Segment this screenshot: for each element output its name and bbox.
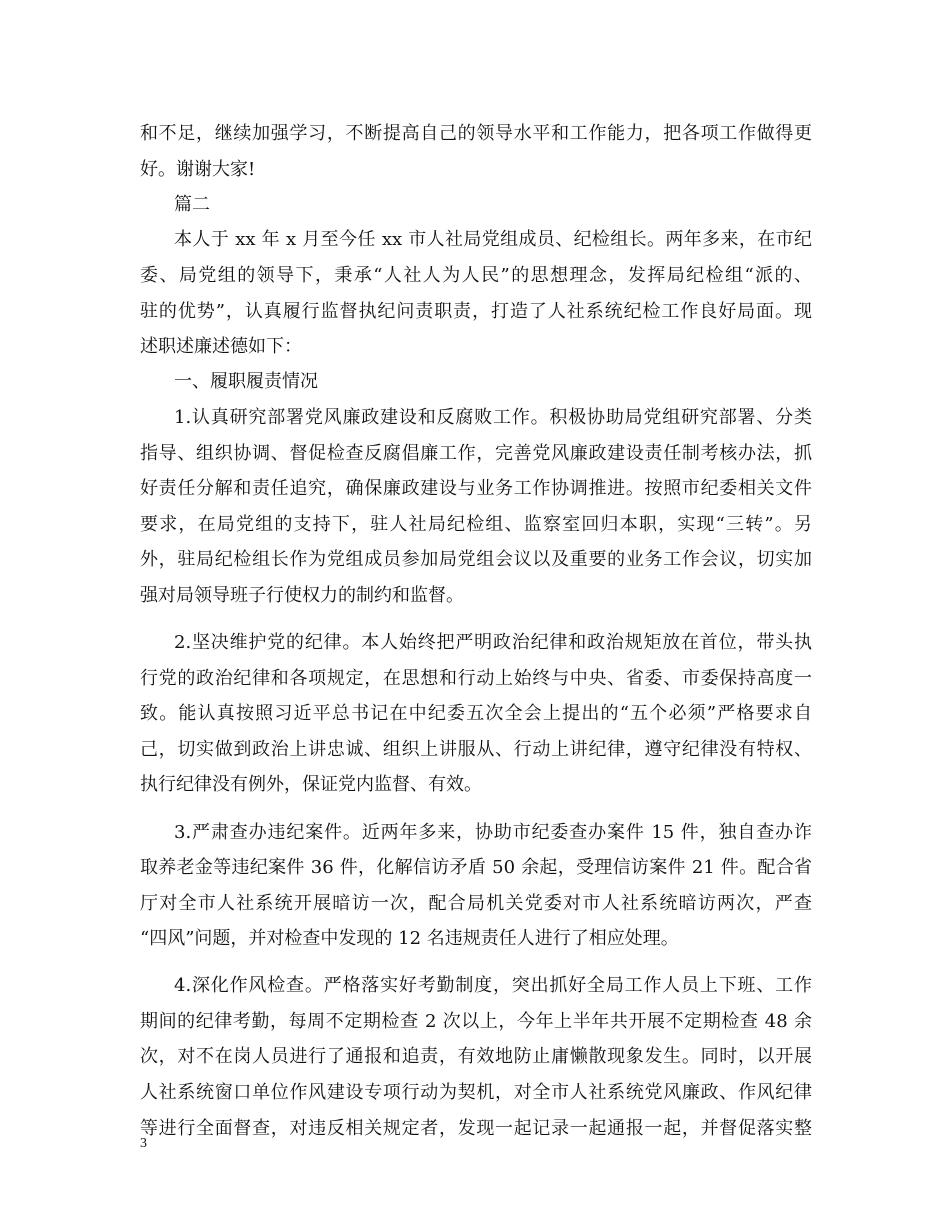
section-heading: 篇二 <box>174 194 210 215</box>
text-line: 好。谢谢大家! <box>140 159 256 180</box>
text-line: 等进行全面督查，对违反相关规定者，发现一起记录一起通报一起，并督促落实整 <box>140 1118 812 1139</box>
text-line: 行党的政治纪律和各项规定，在思想和行动上始终与中央、省委、市委保持高度一 <box>140 668 812 689</box>
text-line: 本人于 xx 年 x 月至今任 xx 市人社局党组成员、纪检组长。两年多来，在市纪 <box>174 229 812 250</box>
text-line: 指导、组织协调、督促检查反腐倡廉工作，完善党风廉政建设责任制考核办法，抓 <box>140 443 812 464</box>
text-line: 取养老金等违纪案件 36 件，化解信访矛盾 50 余起，受理信访案件 21 件。配合省 <box>140 857 812 878</box>
text-line: 委、局党组的领导下，秉承“人社人为人民”的思想理念，发挥局纪检组“派的、 <box>140 265 812 286</box>
text-line: 期间的纪律考勤，每周不定期检查 2 次以上，今年上半年共开展不定期检查 48 余 <box>140 1011 812 1032</box>
text-line: 4.深化作风检查。严格落实好考勤制度，突出抓好全局工作人员上下班、工作 <box>174 975 812 996</box>
text-line: 2.坚决维护党的纪律。本人始终把严明政治纪律和政治规矩放在首位，带头执 <box>174 632 812 653</box>
text-line: 强对局领导班子行使权力的制约和监督。 <box>140 585 464 606</box>
text-line: 己，切实做到政治上讲忠诚、组织上讲服从、行动上讲纪律，遵守纪律没有特权、 <box>140 739 812 760</box>
text-line: 人社系统窗口单位作风建设专项行动为契机，对全市人社系统党风廉政、作风纪律 <box>140 1082 812 1103</box>
text-line: 好责任分解和责任追究，确保廉政建设与业务工作协调推进。按照市纪委相关文件 <box>140 478 812 499</box>
text-line: 致。能认真按照习近平总书记在中纪委五次全会上提出的“五个必须”严格要求自 <box>140 703 812 724</box>
page-number: 3 <box>140 1136 147 1151</box>
text-line: 3.严肃查办违纪案件。近两年多来，协助市纪委查办案件 15 件，独自查办诈 <box>174 822 812 843</box>
text-line: 要求，在局党组的支持下，驻人社局纪检组、监察室回归本职，实现“三转”。另 <box>140 514 812 535</box>
text-line: 和不足，继续加强学习，不断提高自己的领导水平和工作能力，把各项工作做得更 <box>140 123 812 144</box>
text-line: “四风”问题，并对检查中发现的 12 名违规责任人进行了相应处理。 <box>140 928 679 949</box>
section-heading: 一、履职履责情况 <box>174 371 318 392</box>
text-line: 外，驻局纪检组长作为党组成员参加局党组会议以及重要的业务工作会议，切实加 <box>140 549 812 570</box>
text-line: 次，对不在岗人员进行了通报和追责，有效地防止庸懒散现象发生。同时，以开展 <box>140 1046 812 1067</box>
text-line: 厅对全市人社系统开展暗访一次，配合局机关党委对市人社系统暗访两次，严查 <box>140 893 812 914</box>
text-line: 1.认真研究部署党风廉政建设和反腐败工作。积极协助局党组研究部署、分类 <box>174 407 812 428</box>
text-line: 述职述廉述德如下： <box>140 336 302 357</box>
text-line: 驻的优势”，认真履行监督执纪问责职责，打造了人社系统纪检工作良好局面。现 <box>140 301 812 322</box>
text-line: 执行纪律没有例外，保证党内监督、有效。 <box>140 774 482 795</box>
